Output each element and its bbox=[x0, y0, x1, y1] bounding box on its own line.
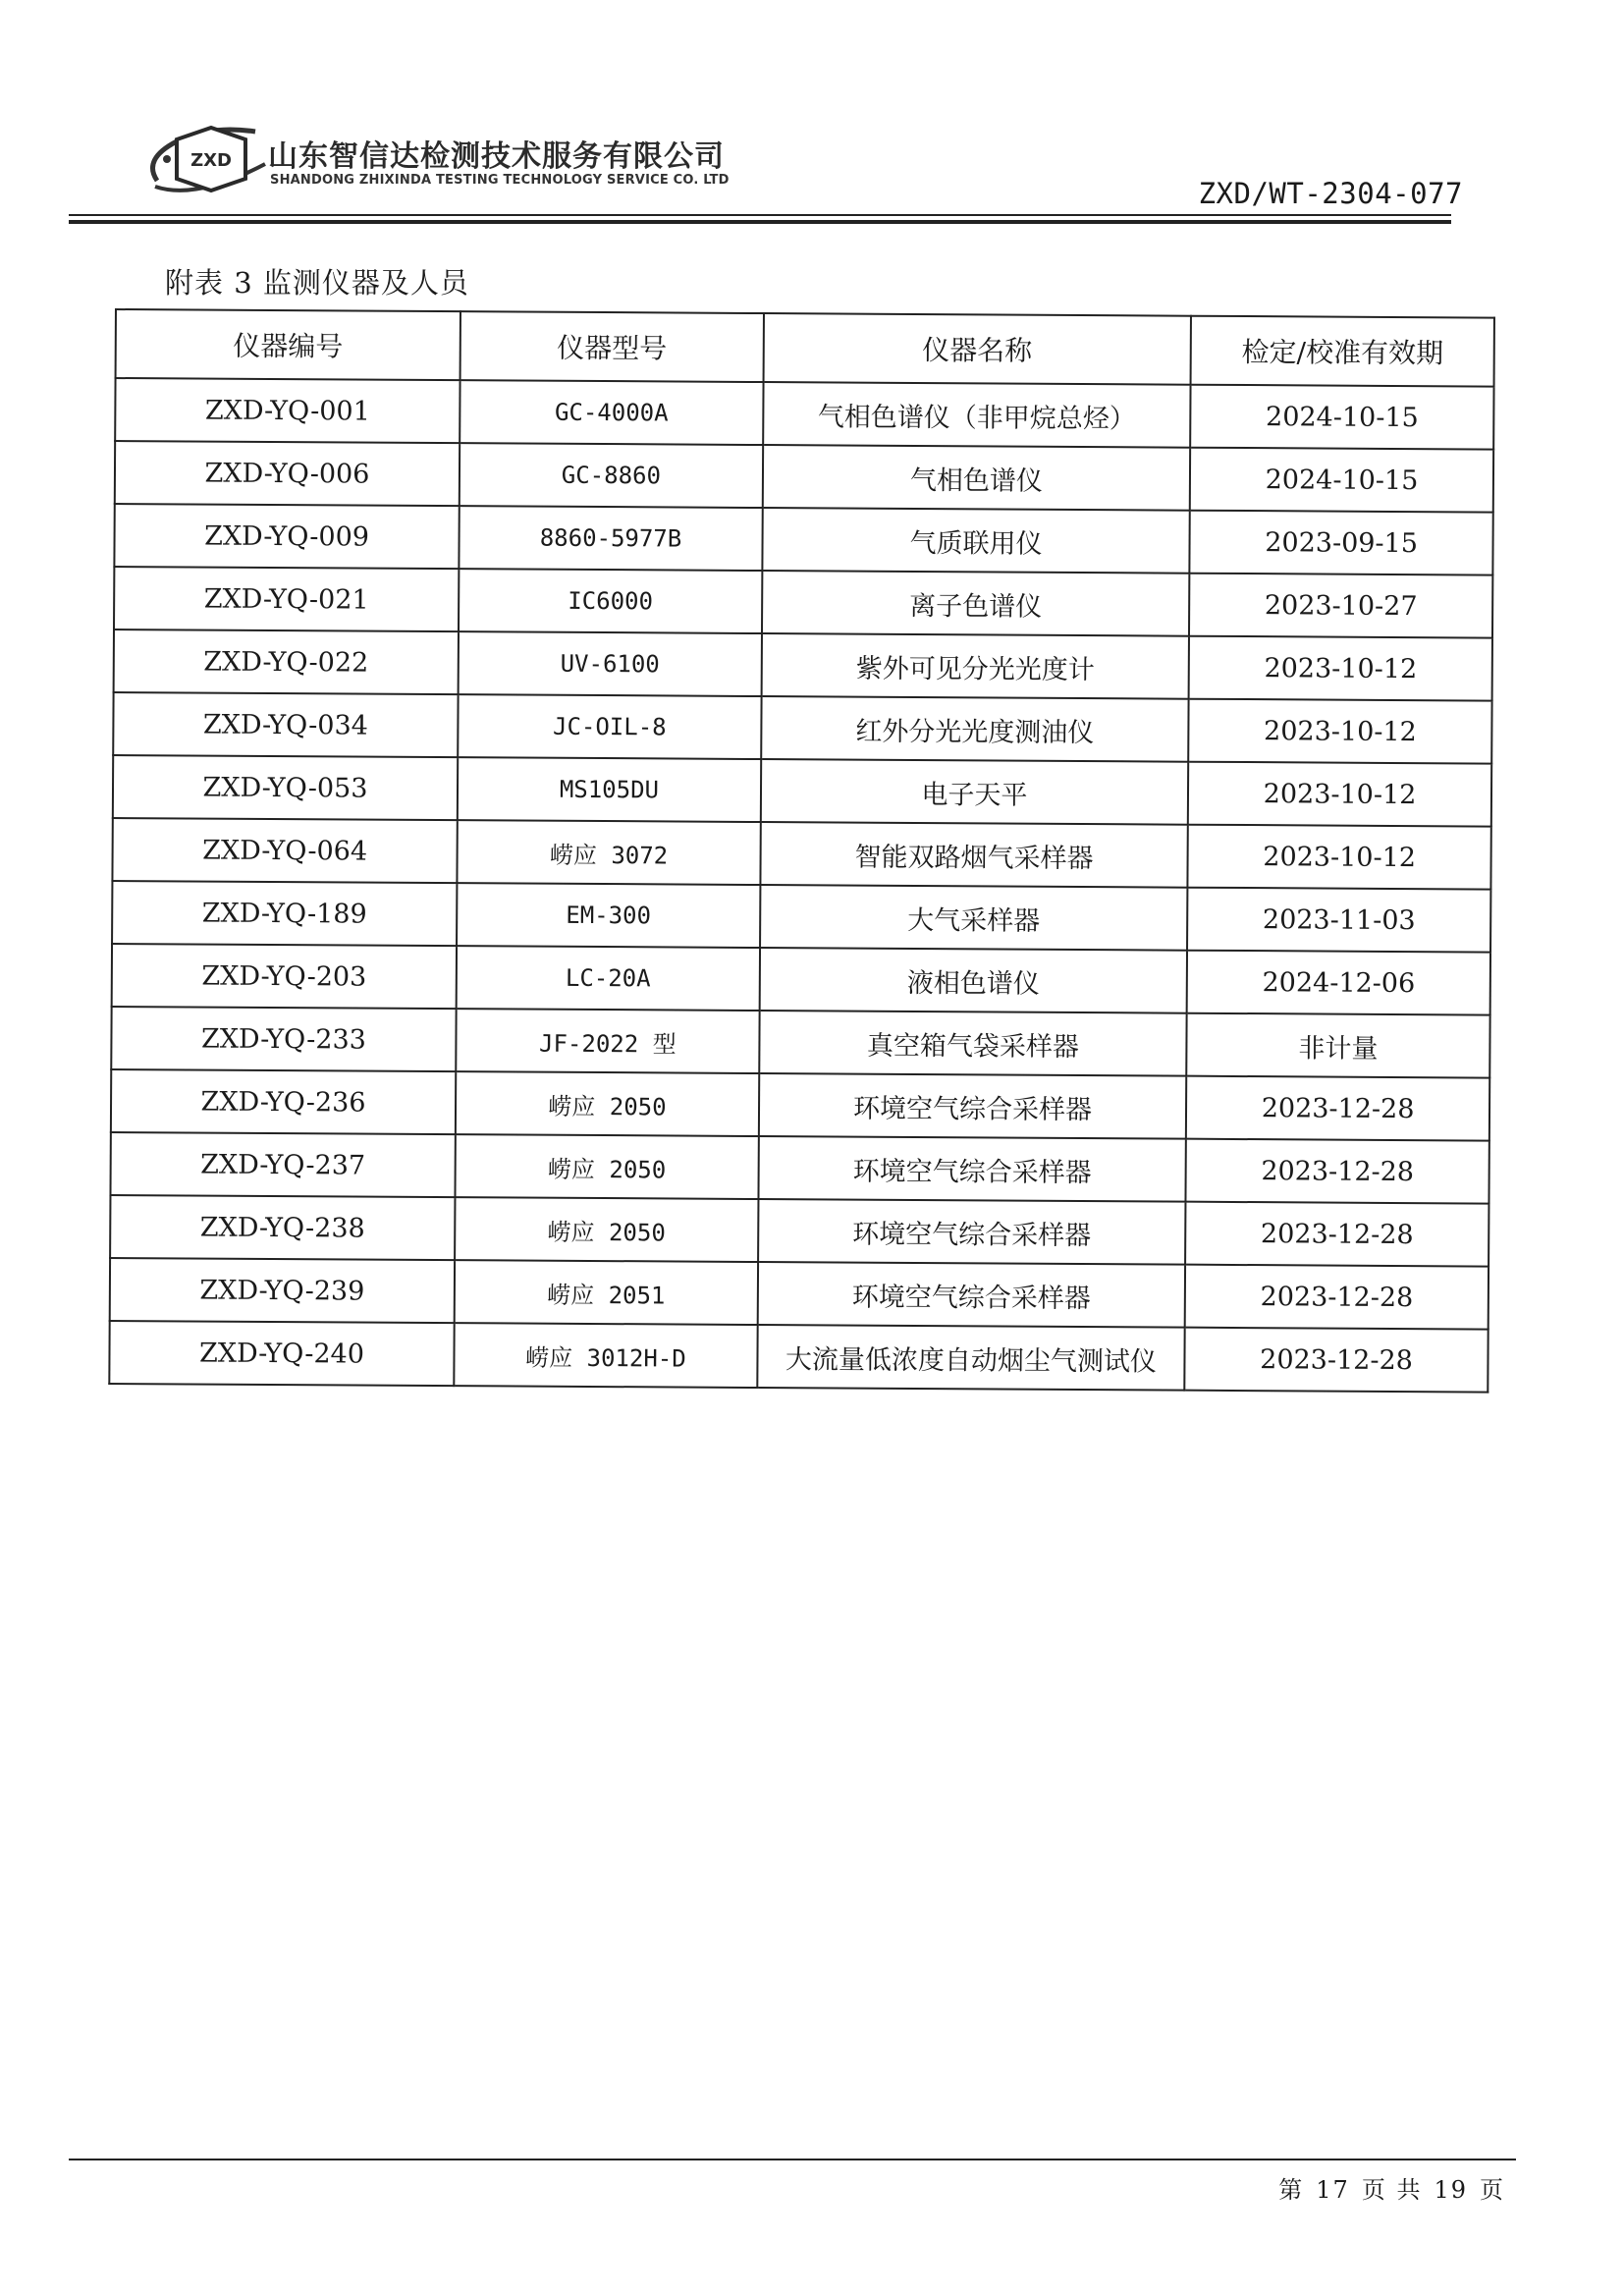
instrument-name-cell: 气质联用仪 bbox=[762, 508, 1190, 574]
instrument-model-cell: 崂应 3012H-D bbox=[454, 1323, 757, 1388]
instrument-name-cell: 大流量低浓度自动烟尘气测试仪 bbox=[757, 1325, 1185, 1391]
table-row bbox=[111, 1007, 1489, 1078]
table-row bbox=[110, 1258, 1489, 1330]
calibration-date-cell: 2023-12-28 bbox=[1184, 1328, 1488, 1393]
page-total: 19 bbox=[1434, 2176, 1468, 2204]
calibration-date-cell: 2023-12-28 bbox=[1186, 1076, 1489, 1141]
page-suffix: 页 bbox=[1480, 2176, 1505, 2204]
page-mid: 页 共 bbox=[1361, 2176, 1423, 2204]
instrument-table-container bbox=[115, 308, 1495, 1385]
calibration-date-cell: 2023-12-28 bbox=[1186, 1139, 1489, 1204]
page-prefix: 第 bbox=[1278, 2176, 1305, 2204]
instrument-model-cell: 崂应 2050 bbox=[455, 1134, 758, 1199]
calibration-date-cell: 2023-10-12 bbox=[1189, 636, 1492, 701]
company-logo-icon bbox=[137, 120, 285, 204]
instrument-name-cell: 大气采样器 bbox=[760, 885, 1188, 951]
calibration-date-cell: 2023-10-12 bbox=[1188, 699, 1491, 764]
calibration-date-cell: 2024-10-15 bbox=[1190, 385, 1493, 450]
company-name-cn: 山东智信达检测技术服务有限公司 bbox=[268, 139, 725, 174]
logo-text: ZXD bbox=[190, 150, 232, 171]
instrument-id-cell: ZXD-YQ-238 bbox=[110, 1195, 455, 1260]
instrument-id-cell: ZXD-YQ-203 bbox=[112, 944, 457, 1009]
instrument-name-cell: 红外分光光度测油仪 bbox=[761, 696, 1189, 762]
instrument-model-cell: EM-300 bbox=[457, 883, 760, 948]
table-row bbox=[112, 944, 1490, 1015]
instrument-model-cell: 崂应 2050 bbox=[456, 1071, 759, 1136]
instrument-model-cell: 崂应 3072 bbox=[457, 820, 760, 885]
table-row bbox=[115, 441, 1493, 513]
instrument-id-cell: ZXD-YQ-001 bbox=[115, 378, 460, 443]
page-number bbox=[1272, 2170, 1511, 2205]
table-row bbox=[114, 504, 1492, 575]
instrument-model-cell: JC-OIL-8 bbox=[458, 694, 761, 759]
instrument-id-cell: ZXD-YQ-006 bbox=[115, 441, 460, 506]
instrument-name-cell: 真空箱气袋采样器 bbox=[759, 1011, 1187, 1076]
page-current: 17 bbox=[1316, 2176, 1350, 2204]
instrument-table bbox=[108, 308, 1495, 1394]
instrument-name-cell: 液相色谱仪 bbox=[760, 948, 1188, 1013]
table-row bbox=[113, 692, 1491, 764]
header-rule-thin bbox=[69, 214, 1451, 216]
instrument-id-cell: ZXD-YQ-236 bbox=[111, 1069, 456, 1134]
instrument-name-cell: 离子色谱仪 bbox=[762, 571, 1190, 636]
instrument-model-cell: 8860-5977B bbox=[459, 506, 762, 571]
instrument-name-cell: 环境空气综合采样器 bbox=[758, 1262, 1186, 1328]
column-header-calibration-validity: 检定/校准有效期 bbox=[1191, 316, 1494, 387]
instrument-name-cell: 紫外可见分光光度计 bbox=[761, 633, 1189, 699]
calibration-date-cell: 2024-12-06 bbox=[1187, 951, 1490, 1015]
instrument-model-cell: IC6000 bbox=[459, 569, 762, 633]
column-header-instrument-name: 仪器名称 bbox=[763, 313, 1191, 385]
calibration-date-cell: 2023-12-28 bbox=[1185, 1202, 1489, 1267]
table-row bbox=[115, 378, 1493, 450]
table-row bbox=[109, 1321, 1488, 1393]
column-header-instrument-model: 仪器型号 bbox=[460, 311, 764, 382]
calibration-date-cell: 2024-10-15 bbox=[1190, 448, 1493, 513]
footer-rule bbox=[69, 2159, 1516, 2160]
instrument-name-cell: 环境空气综合采样器 bbox=[759, 1073, 1187, 1139]
instrument-id-cell: ZXD-YQ-237 bbox=[110, 1132, 455, 1197]
calibration-date-cell: 2023-10-27 bbox=[1189, 574, 1492, 638]
instrument-name-cell: 智能双路烟气采样器 bbox=[760, 822, 1188, 888]
company-name-en: SHANDONG ZHIXINDA TESTING TECHNOLOGY SERVICE CO. LTD bbox=[270, 173, 730, 188]
instrument-name-cell: 气相色谱仪（非甲烷总烃） bbox=[763, 382, 1191, 448]
instrument-name-cell: 环境空气综合采样器 bbox=[758, 1136, 1186, 1202]
instrument-id-cell: ZXD-YQ-034 bbox=[113, 692, 458, 757]
table-row bbox=[112, 818, 1490, 890]
table-row bbox=[114, 567, 1492, 638]
instrument-id-cell: ZXD-YQ-021 bbox=[114, 567, 459, 631]
table-row bbox=[110, 1195, 1489, 1267]
instrument-model-cell: LC-20A bbox=[457, 946, 760, 1011]
instrument-name-cell: 气相色谱仪 bbox=[763, 445, 1191, 511]
instrument-model-cell: GC-4000A bbox=[460, 380, 763, 445]
calibration-date-cell: 非计量 bbox=[1186, 1013, 1489, 1078]
instrument-id-cell: ZXD-YQ-053 bbox=[113, 755, 458, 820]
instrument-id-cell: ZXD-YQ-233 bbox=[111, 1007, 456, 1071]
instrument-id-cell: ZXD-YQ-240 bbox=[109, 1321, 454, 1386]
instrument-model-cell: JF-2022 型 bbox=[456, 1009, 759, 1073]
instrument-id-cell: ZXD-YQ-189 bbox=[112, 881, 457, 946]
instrument-model-cell: 崂应 2051 bbox=[455, 1260, 758, 1325]
column-header-instrument-id: 仪器编号 bbox=[116, 309, 460, 380]
instrument-name-cell: 电子天平 bbox=[761, 759, 1189, 825]
header-rule-thick bbox=[69, 220, 1451, 224]
table-row bbox=[112, 881, 1490, 953]
calibration-date-cell: 2023-12-28 bbox=[1185, 1265, 1489, 1330]
calibration-date-cell: 2023-09-15 bbox=[1189, 511, 1492, 575]
calibration-date-cell: 2023-11-03 bbox=[1187, 888, 1490, 953]
instrument-id-cell: ZXD-YQ-022 bbox=[114, 629, 459, 694]
document-number: ZXD/WT-2304-077 bbox=[1198, 177, 1463, 210]
calibration-date-cell: 2023-10-12 bbox=[1188, 825, 1491, 890]
table-header-row bbox=[116, 309, 1494, 387]
table-row bbox=[114, 629, 1492, 701]
table-row bbox=[111, 1069, 1489, 1141]
table-row bbox=[110, 1132, 1489, 1204]
table-body bbox=[109, 378, 1493, 1393]
instrument-id-cell: ZXD-YQ-009 bbox=[114, 504, 459, 569]
instrument-model-cell: GC-8860 bbox=[460, 443, 763, 508]
instrument-model-cell: UV-6100 bbox=[459, 631, 762, 696]
instrument-name-cell: 环境空气综合采样器 bbox=[758, 1199, 1186, 1265]
page-header bbox=[128, 116, 1463, 214]
instrument-id-cell: ZXD-YQ-064 bbox=[112, 818, 457, 883]
calibration-date-cell: 2023-10-12 bbox=[1188, 762, 1491, 827]
instrument-id-cell: ZXD-YQ-239 bbox=[110, 1258, 455, 1323]
table-row bbox=[113, 755, 1491, 827]
instrument-model-cell: 崂应 2050 bbox=[455, 1197, 758, 1262]
instrument-model-cell: MS105DU bbox=[458, 757, 761, 822]
table-title: 附表 3 监测仪器及人员 bbox=[165, 266, 469, 300]
